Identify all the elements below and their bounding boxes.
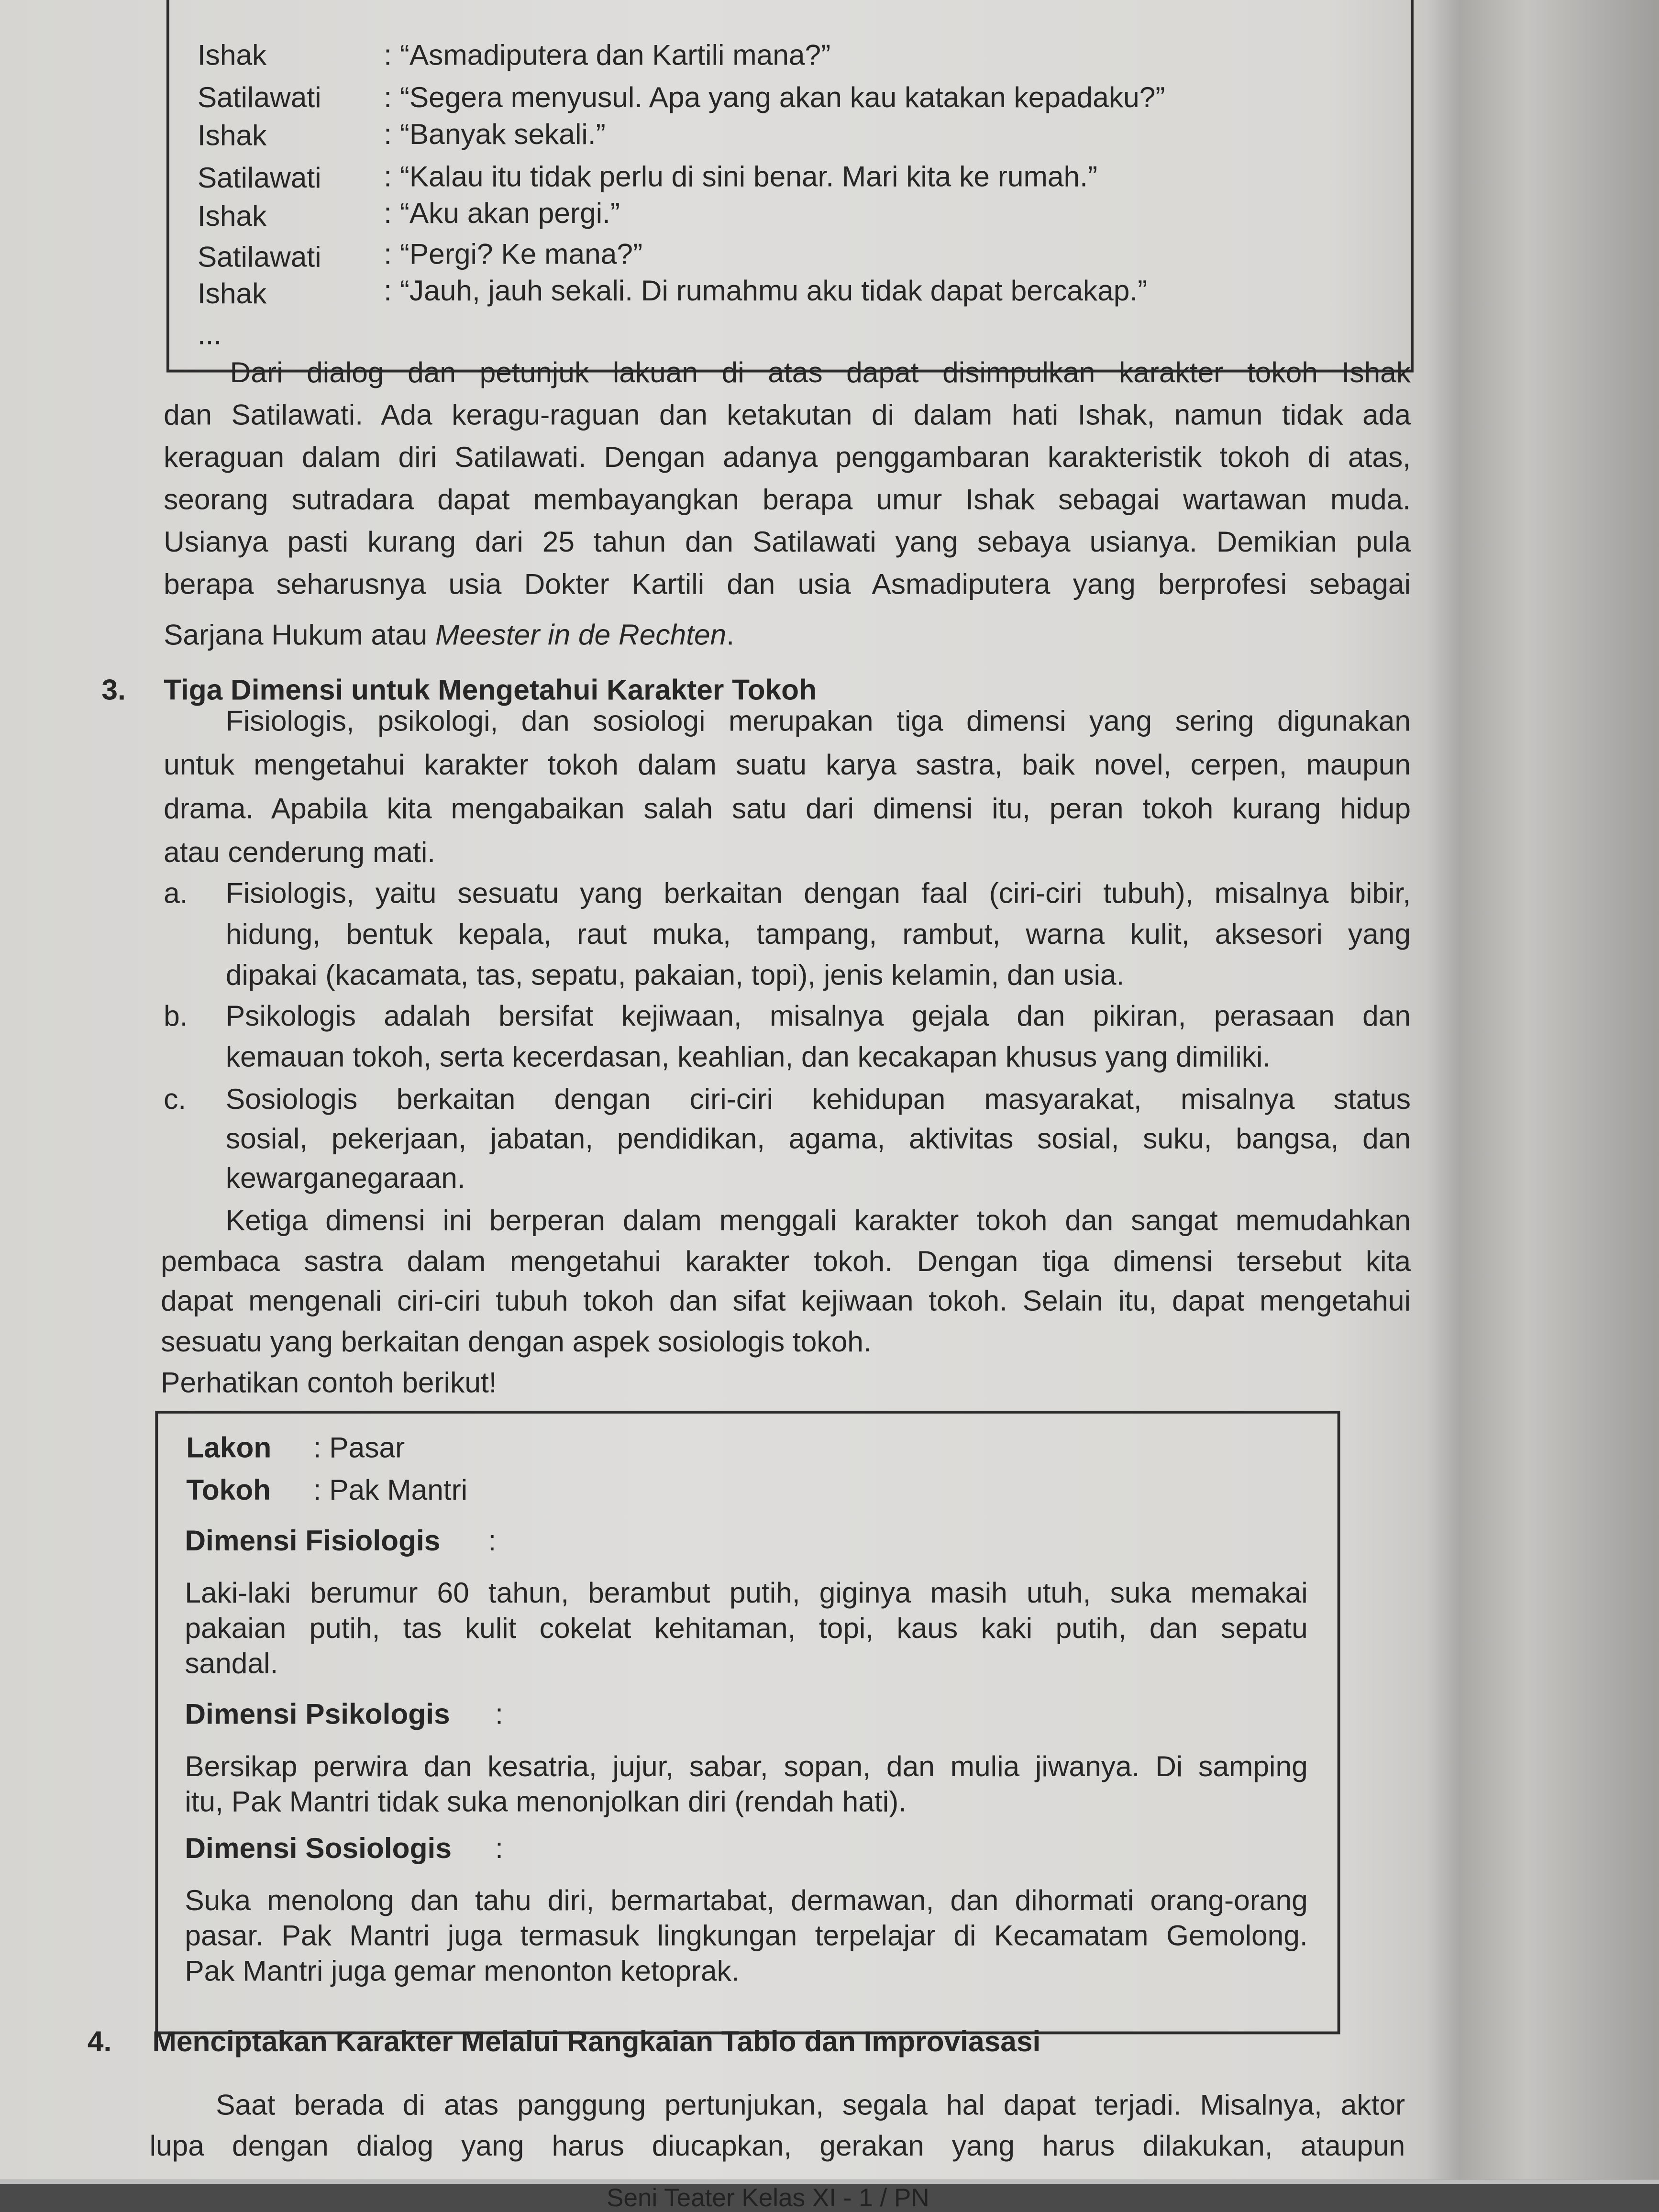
paragraph-line: dan Satilawati. Ada keragu-raguan dan ketakutan di dalam hati Ishak, namun tidak ada bbox=[164, 399, 1411, 432]
section-number: 4. bbox=[87, 2025, 112, 2058]
paragraph-line: untuk mengetahui karakter tokoh dalam suatu karya sastra, baik novel, cerpen, maupun bbox=[164, 749, 1411, 782]
list-item-line: hidung, bentuk kepala, raut muka, tampang, rambut, warna kulit, aksesori yang bbox=[225, 918, 1411, 951]
list-item-line: Psikologis adalah bersifat kejiwaan, misalnya gejala dan pikiran, perasaan dan bbox=[225, 1000, 1411, 1033]
paragraph-line: Dari dialog dan petunjuk lakuan di atas dapat disimpulkan karakter tokoh Ishak bbox=[230, 357, 1411, 389]
dimension-colon: : bbox=[495, 1698, 503, 1731]
dialog-speaker: Satilawati bbox=[197, 241, 321, 274]
paragraph-line: dapat mengenali ciri-ciri tubuh tokoh dan sifat kejiwaan tokoh. Selain itu, dapat mengetahui bbox=[161, 1285, 1411, 1318]
paragraph-line: keraguan dalam diri Satilawati. Dengan adanya penggambaran karakteristik tokoh di atas, bbox=[164, 442, 1411, 474]
dimension-colon: : bbox=[495, 1832, 503, 1865]
section-number: 3. bbox=[101, 674, 126, 707]
dialog-speaker: Satilawati bbox=[197, 162, 321, 195]
dialog-ellipsis: ... bbox=[197, 319, 222, 352]
text-segment: Sarjana Hukum atau bbox=[164, 619, 435, 652]
dimension-line: pasar. Pak Mantri juga termasuk lingkungan terpelajar di Kecamatam Gemolong. bbox=[185, 1920, 1308, 1953]
paragraph-line: seorang sutradara dapat membayangkan berapa umur Ishak sebagai wartawan muda. bbox=[164, 484, 1411, 517]
dimension-line: Suka menolong dan tahu diri, bermartabat, dermawan, dan dihormati orang-orang bbox=[185, 1884, 1308, 1917]
dialog-line: : “Segera menyusul. Apa yang akan kau katakan kepadaku?” bbox=[384, 81, 1165, 114]
paragraph-line: lupa dengan dialog yang harus diucapkan, gerakan yang harus dilakukan, ataupun bbox=[149, 2130, 1405, 2163]
tokoh-value: : Pak Mantri bbox=[313, 1474, 468, 1507]
tokoh-label: Tokoh bbox=[186, 1474, 271, 1507]
lakon-value: : Pasar bbox=[313, 1432, 405, 1465]
paragraph-line: Fisiologis, psikologi, dan sosiologi merupakan tiga dimensi yang sering digunakan bbox=[225, 705, 1411, 738]
dialog-speaker: Ishak bbox=[197, 39, 267, 72]
dialog-line: : “Pergi? Ke mana?” bbox=[384, 238, 643, 271]
list-item-line: kemauan tokoh, serta kecerdasan, keahlian, dan kecakapan khusus yang dimiliki. bbox=[225, 1041, 1271, 1074]
dimension-line: sandal. bbox=[185, 1648, 278, 1681]
dialog-line: : “Jauh, jauh sekali. Di rumahmu aku tidak dapat bercakap.” bbox=[384, 274, 1148, 307]
dimension-line: Laki-laki berumur 60 tahun, berambut putih, giginya masih utuh, suka memakai bbox=[185, 1577, 1308, 1610]
dialog-line: : “Kalau itu tidak perlu di sini benar. Mari kita ke rumah.” bbox=[384, 160, 1098, 193]
section-title: Menciptakan Karakter Melalui Rangkaian Tablo dan Improviasasi bbox=[152, 2025, 1041, 2058]
dialog-speaker: Ishak bbox=[197, 120, 267, 153]
paragraph-line: pembaca sastra dalam mengetahui karakter tokoh. Dengan tiga dimensi tersebut kita bbox=[161, 1245, 1411, 1278]
dialog-line: : “Banyak sekali.” bbox=[384, 119, 606, 152]
list-marker: c. bbox=[164, 1083, 187, 1116]
dimension-title: Dimensi Psikologis bbox=[185, 1698, 450, 1731]
dimension-line: Bersikap perwira dan kesatria, jujur, sabar, sopan, dan mulia jiwanya. Di samping bbox=[185, 1750, 1308, 1783]
footer-text: Seni Teater Kelas XI - 1 / PN bbox=[607, 2184, 929, 2212]
paragraph-line: sesuatu yang berkaitan dengan aspek sosiologis tokoh. bbox=[161, 1325, 872, 1358]
list-item-line: dipakai (kacamata, tas, sepatu, pakaian, topi), jenis kelamin, dan usia. bbox=[225, 959, 1125, 992]
text-segment: . bbox=[726, 619, 735, 652]
dialog-line: : “Asmadiputera dan Kartili mana?” bbox=[384, 39, 831, 72]
dialog-speaker: Ishak bbox=[197, 277, 267, 310]
dialog-speaker: Satilawati bbox=[197, 82, 321, 114]
italic-term: Meester in de Rechten bbox=[435, 619, 727, 652]
dimension-colon: : bbox=[488, 1525, 497, 1558]
dimension-line: pakaian putih, tas kulit cokelat kehitaman, topi, kaus kaki putih, dan sepatu bbox=[185, 1612, 1308, 1645]
section-title: Tiga Dimensi untuk Mengetahui Karakter Tokoh bbox=[164, 674, 817, 707]
dimension-line: itu, Pak Mantri tidak suka menonjolkan diri (rendah hati). bbox=[185, 1786, 907, 1819]
dimension-title: Dimensi Fisiologis bbox=[185, 1525, 441, 1558]
lakon-label: Lakon bbox=[186, 1432, 272, 1465]
paragraph-line: atau cenderung mati. bbox=[164, 836, 436, 869]
paragraph-line: drama. Apabila kita mengabaikan salah satu dari dimensi itu, peran tokoh kurang hidup bbox=[164, 793, 1411, 826]
dialog-speaker: Ishak bbox=[197, 200, 267, 233]
example-prompt: Perhatikan contoh berikut! bbox=[161, 1367, 497, 1400]
list-item-line: kewarganegaraan. bbox=[225, 1162, 465, 1195]
list-marker: b. bbox=[164, 1000, 188, 1033]
dimension-title: Dimensi Sosiologis bbox=[185, 1832, 452, 1865]
list-item-line: Sosiologis berkaitan dengan ciri-ciri kehidupan masyarakat, misalnya status bbox=[225, 1083, 1411, 1116]
list-item-line: sosial, pekerjaan, jabatan, pendidikan, agama, aktivitas sosial, suku, bangsa, dan bbox=[225, 1123, 1411, 1156]
list-item-line: Fisiologis, yaitu sesuatu yang berkaitan dengan faal (ciri-ciri tubuh), misalnya bibir, bbox=[225, 877, 1411, 910]
paragraph-line: Usianya pasti kurang dari 25 tahun dan Satilawati yang sebaya usianya. Demikian pula bbox=[164, 526, 1411, 559]
list-marker: a. bbox=[164, 877, 188, 910]
dialog-line: : “Aku akan pergi.” bbox=[384, 198, 620, 231]
paragraph-line: berapa seharusnya usia Dokter Kartili dan usia Asmadiputera yang berprofesi sebagai bbox=[164, 568, 1411, 601]
paragraph-line: Ketiga dimensi ini berperan dalam menggali karakter tokoh dan sangat memudahkan bbox=[225, 1205, 1411, 1238]
paragraph-line bbox=[164, 617, 734, 656]
paragraph-line: Saat berada di atas panggung pertunjukan, segala hal dapat terjadi. Misalnya, aktor bbox=[216, 2089, 1405, 2122]
dimension-line: Pak Mantri juga gemar menonton ketoprak. bbox=[185, 1955, 740, 1988]
